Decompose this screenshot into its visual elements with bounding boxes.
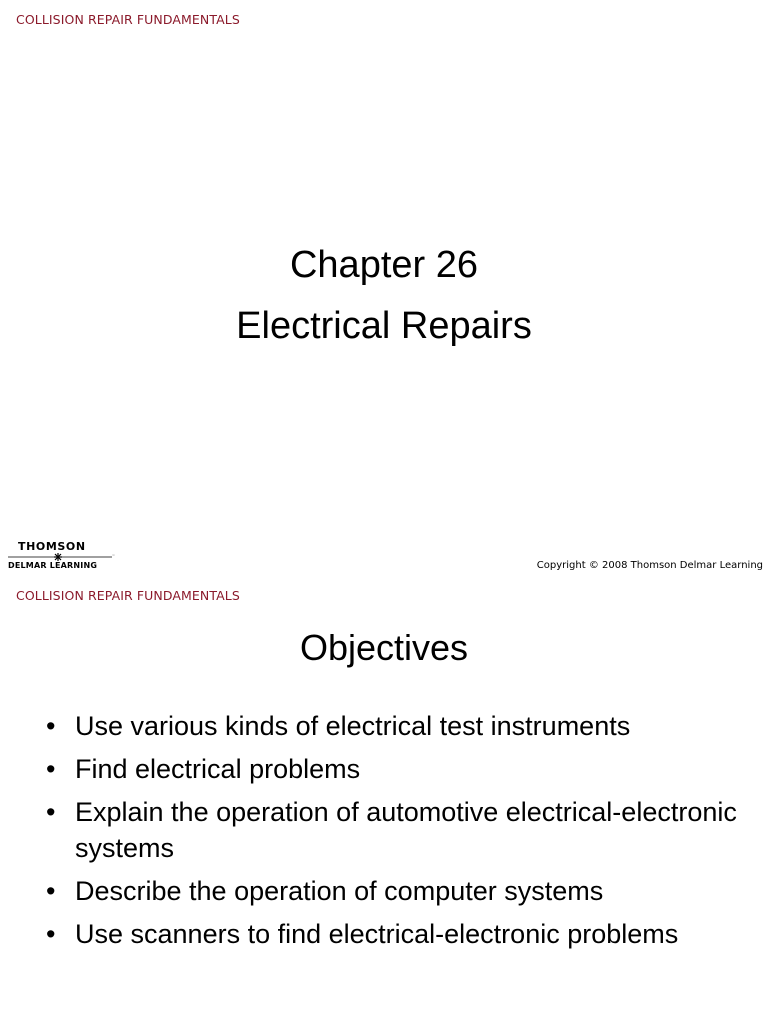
list-item: [46, 916, 756, 952]
list-item: [46, 794, 756, 866]
bullet-icon: •: [46, 797, 56, 827]
list-item: [46, 873, 756, 909]
bullet-icon: •: [46, 876, 56, 906]
bullet-icon: •: [46, 919, 56, 949]
list-item: [46, 751, 756, 787]
objectives-list: [46, 708, 756, 959]
list-item-text: Find electrical problems: [75, 754, 361, 784]
list-item-text: Describe the operation of computer systems: [75, 876, 604, 906]
bullet-icon: •: [46, 754, 56, 784]
chapter-title: Electrical Repairs: [236, 305, 532, 347]
slide-2: [0, 578, 768, 1024]
list-item-text: Use various kinds of electrical test instruments: [75, 711, 631, 741]
chapter-number: Chapter 26: [289, 244, 478, 286]
publisher-logo: [8, 538, 118, 574]
slide-header: COLLISION REPAIR FUNDAMENTALS: [16, 12, 240, 27]
slide-header: COLLISION REPAIR FUNDAMENTALS: [16, 588, 240, 603]
svg-text:™: ™: [112, 554, 115, 558]
list-item: [46, 708, 756, 744]
slide-title: Objectives: [299, 627, 469, 668]
logo-top-word: THOMSON: [18, 540, 86, 553]
logo-bottom-word: DELMAR LEARNING: [8, 561, 98, 570]
bullet-icon: •: [46, 711, 56, 741]
list-item-text: Use scanners to find electrical-electronic problems: [75, 919, 679, 949]
copyright-notice: Copyright © 2008 Thomson Delmar Learning: [536, 560, 763, 571]
list-item-text: Explain the operation of automotive electrical-electronic systems: [75, 797, 737, 863]
